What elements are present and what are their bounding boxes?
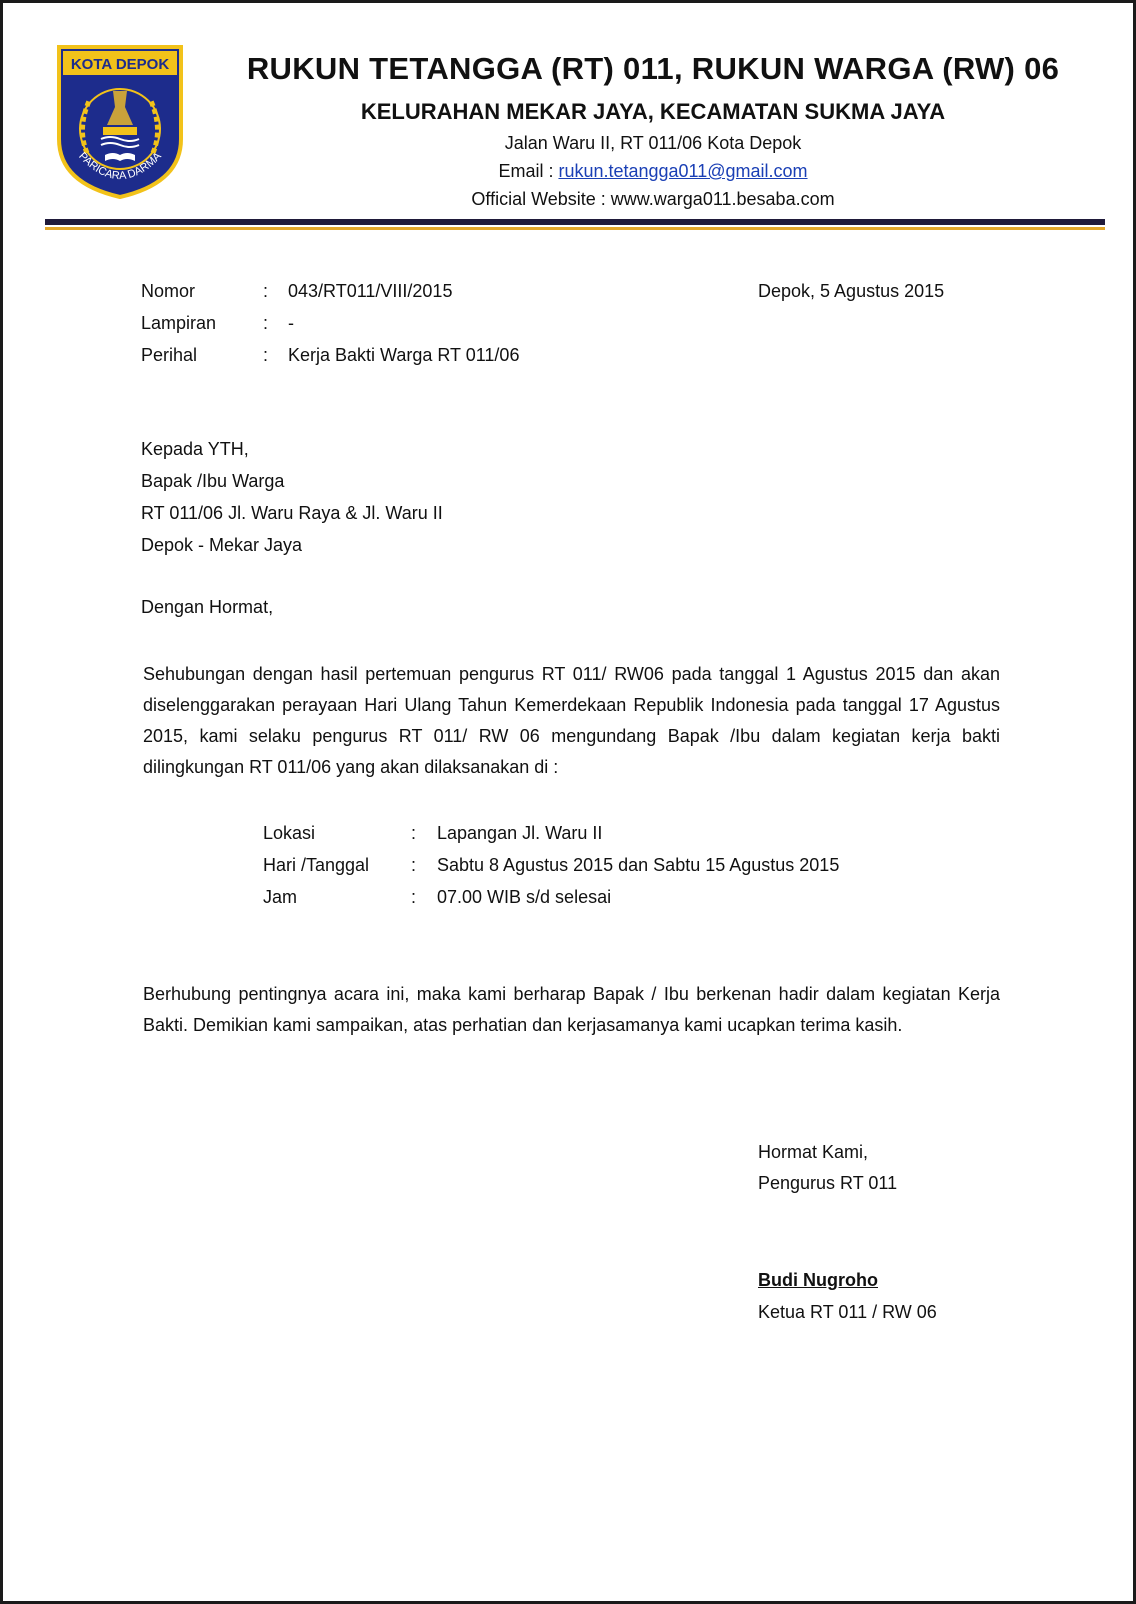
- recipient-line-1: Kepada YTH,: [141, 439, 249, 459]
- organization-address: Jalan Waru II, RT 011/06 Kota Depok: [504, 133, 802, 153]
- lampiran-separator: :: [263, 313, 269, 333]
- organization-email-line: [203, 161, 1103, 182]
- body-paragraph-2: Berhubung pentingnya acara ini, maka kami berharap Bapak / Ibu berkenan hadir dalam kegiatan Kerja Bakti. Demikian kami sampaikan, atas perhatian dan kerjasamanya kami ucapkan terima kasih.: [143, 984, 1000, 1035]
- email-link[interactable]: rukun.tetangga011@gmail.com: [558, 161, 808, 181]
- kota-depok-crest-logo: [55, 43, 185, 201]
- signer-name: Budi Nugroho: [758, 1270, 878, 1290]
- logo-title-text: KOTA DEPOK: [70, 56, 170, 73]
- lampiran-value: -: [288, 313, 294, 333]
- signer-title: Ketua RT 011 / RW 06: [758, 1302, 937, 1322]
- organization-title: RUKUN TETANGGA (RT) 011, RUKUN WARGA (RW) 06: [246, 51, 1060, 86]
- perihal-separator: :: [263, 345, 269, 365]
- hari-tanggal-label: Hari /Tanggal: [263, 855, 370, 875]
- salutation: Dengan Hormat,: [141, 597, 274, 617]
- closing-line-1: Hormat Kami,: [758, 1142, 869, 1162]
- recipient-line-4: Depok - Mekar Jaya: [141, 535, 303, 555]
- closing-line-2: Pengurus RT 011: [758, 1173, 898, 1193]
- email-label: Email :: [498, 161, 559, 181]
- jam-separator: :: [411, 887, 417, 907]
- letterhead-divider-gold: [45, 227, 1105, 230]
- nomor-separator: :: [263, 281, 269, 301]
- lokasi-label: Lokasi: [263, 823, 316, 843]
- jam-label: Jam: [263, 887, 298, 907]
- lampiran-label: Lampiran: [141, 313, 217, 333]
- hari-tanggal-value: Sabtu 8 Agustus 2015 dan Sabtu 15 Agustus 2015: [437, 855, 840, 875]
- nomor-label: Nomor: [141, 281, 196, 301]
- organization-subtitle: KELURAHAN MEKAR JAYA, KECAMATAN SUKMA JAYA: [360, 99, 946, 124]
- logo-motto-text: PARICARA DARMA: [76, 150, 164, 183]
- recipient-line-3: RT 011/06 Jl. Waru Raya & Jl. Waru II: [141, 503, 443, 523]
- lokasi-value: Lapangan Jl. Waru II: [437, 823, 603, 843]
- recipient-line-2: Bapak /Ibu Warga: [141, 471, 285, 491]
- organization-website: Official Website : www.warga011.besaba.com: [471, 189, 835, 209]
- lokasi-separator: :: [411, 823, 417, 843]
- letterhead-divider-dark: [45, 219, 1105, 225]
- place-date: Depok, 5 Agustus 2015: [758, 281, 945, 301]
- perihal-value: Kerja Bakti Warga RT 011/06: [288, 345, 520, 365]
- perihal-label: Perihal: [141, 345, 198, 365]
- jam-value: 07.00 WIB s/d selesai: [437, 887, 612, 907]
- nomor-value: 043/RT011/VIII/2015: [288, 281, 453, 301]
- hari-tanggal-separator: :: [411, 855, 417, 875]
- body-paragraph-1: Sehubungan dengan hasil pertemuan pengurus RT 011/ RW06 pada tanggal 1 Agustus 2015 dan akan diselenggarakan perayaan Hari Ulang Tahun Kemerdekaan Republik Indonesia pada tanggal 17 Agustus 2015, kami selaku pengurus RT 011/ RW 06 mengundang Bapak /Ibu dalam kegiatan kerja bakti dilingkungan RT 011/06 yang akan dilaksanakan di :: [143, 664, 1000, 777]
